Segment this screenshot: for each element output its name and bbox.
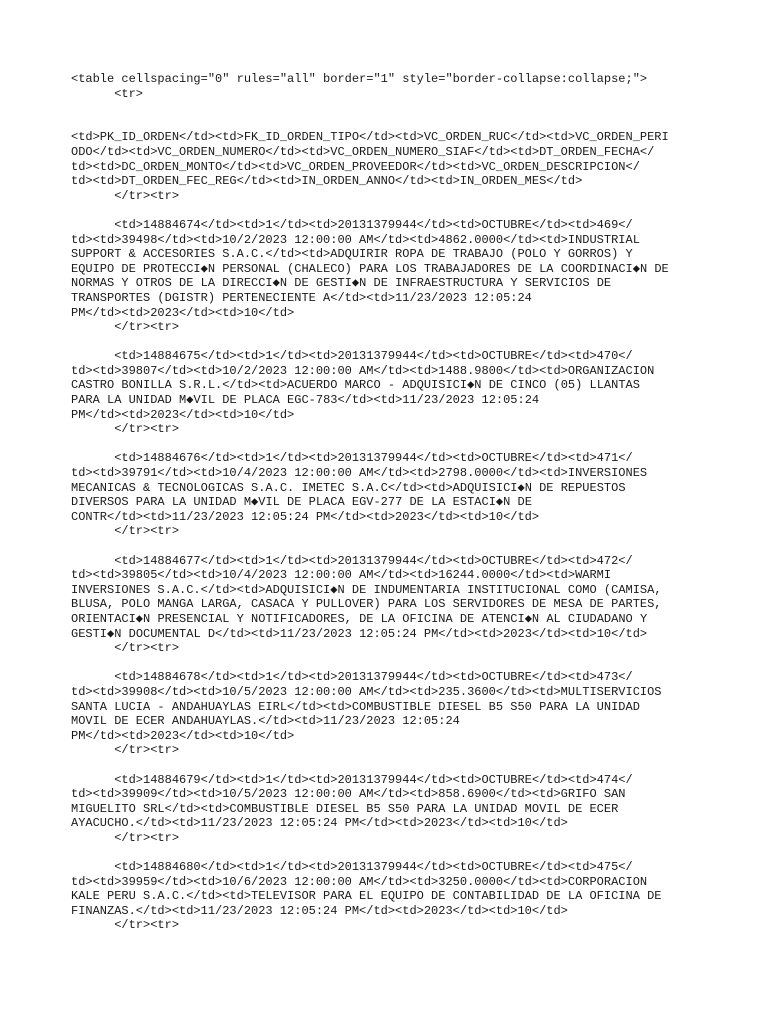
- record-line: <td>14884675</td><td>1</td><td>20131379944</td><td>OCTUBRE</td><td>470</: [71, 349, 633, 364]
- row-end-line: </tr><tr>: [71, 188, 180, 203]
- record-line: td><td>39959</td><td>10/6/2023 12:00:00 AM</td><td>3250.0000</td><td>CORPORACION: [71, 874, 648, 889]
- record-line: <td>14884678</td><td>1</td><td>20131379944</td><td>OCTUBRE</td><td>473</: [71, 670, 633, 685]
- record-line: <td>14884676</td><td>1</td><td>20131379944</td><td>OCTUBRE</td><td>471</: [71, 451, 633, 466]
- record-line: ORIENTACI◆N PRESENCIAL Y NOTIFICADORES, DE LA OFICINA DE ATENCI◆N AL CIUDADANO Y: [71, 611, 648, 626]
- record-block: [71, 670, 701, 758]
- record-block: [71, 554, 701, 656]
- row-end-line: </tr><tr>: [71, 830, 180, 845]
- record-line: TRANSPORTES (DGISTR) PERTENECIENTE A</td><td>11/23/2023 12:05:24: [71, 290, 532, 305]
- row-end-line: </tr><tr>: [71, 743, 180, 758]
- record-line: td><td>39805</td><td>10/4/2023 12:00:00 AM</td><td>16244.0000</td><td>WARMI: [71, 568, 612, 583]
- record-line: <td>14884679</td><td>1</td><td>20131379944</td><td>OCTUBRE</td><td>474</: [71, 772, 633, 787]
- record-line: PARA LA UNIDAD M◆VIL DE PLACA EGC-783</td><td>11/23/2023 12:05:24: [71, 393, 540, 408]
- record-block: [71, 773, 701, 846]
- row-end-line: </tr><tr>: [71, 422, 180, 437]
- record-line: MIGUELITO SRL</td><td>COMBUSTIBLE DIESEL B5 S50 PARA LA UNIDAD MOVIL DE ECER: [71, 801, 619, 816]
- record-line: PM</td><td>2023</td><td>10</td>: [71, 305, 295, 320]
- record-line: td><td>39791</td><td>10/4/2023 12:00:00 AM</td><td>2798.0000</td><td>INVERSIONES: [71, 466, 648, 481]
- row-end-line: </tr><tr>: [71, 918, 180, 933]
- record-line: td><td>39498</td><td>10/2/2023 12:00:00 AM</td><td>4862.0000</td><td>INDUSTRIAL: [71, 232, 640, 247]
- record-line: SANTA LUCIA - ANDAHUAYLAS EIRL</td><td>COMBUSTIBLE DIESEL B5 S50 PARA LA UNIDAD: [71, 699, 640, 714]
- record-line: AYACUCHO.</td><td>11/23/2023 12:05:24 PM</td><td>2023</td><td>10</td>: [71, 816, 568, 831]
- record-line: MECANICAS & TECNOLOGICAS S.A.C. IMETEC S.A.C</td><td>ADQUISICI◆N DE REPUESTOS: [71, 480, 626, 495]
- table-open-line: <table cellspacing="0" rules="all" border="1" style="border-collapse:collapse;">: [71, 72, 648, 86]
- record-line: <td>14884674</td><td>1</td><td>20131379944</td><td>OCTUBRE</td><td>469</: [71, 217, 633, 232]
- record-line: NORMAS Y OTROS DE LA DIRECCI◆N DE GESTI◆N DE INFRAESTRUCTURA Y SERVICIOS DE: [71, 276, 612, 291]
- header-line: td><td>DT_ORDEN_FEC_REG</td><td>IN_ORDEN_ANNO</td><td>IN_ORDEN_MES</td>: [71, 174, 583, 189]
- row-end-line: </tr><tr>: [71, 641, 180, 656]
- record-line: FINANZAS.</td><td>11/23/2023 12:05:24 PM</td><td>2023</td><td>10</td>: [71, 903, 568, 918]
- record-line: td><td>39807</td><td>10/2/2023 12:00:00 AM</td><td>1488.9800</td><td>ORGANIZACION: [71, 363, 655, 378]
- tr-open-line: <tr>: [71, 86, 144, 101]
- record-block: [71, 860, 701, 933]
- record-line: CASTRO BONILLA S.R.L.</td><td>ACUERDO MARCO - ADQUISICI◆N DE CINCO (05) LLANTAS: [71, 378, 640, 393]
- record-line: MOVIL DE ECER ANDAHUAYLAS.</td><td>11/23/2023 12:05:24: [71, 714, 460, 729]
- record-line: <td>14884680</td><td>1</td><td>20131379944</td><td>OCTUBRE</td><td>475</: [71, 860, 633, 875]
- record-block: [71, 218, 701, 335]
- record-line: BLUSA, POLO MANGA LARGA, CASACA Y PULLOVER) PARA LOS SERVIDORES DE MESA DE PARTES,: [71, 597, 662, 612]
- header-block: [71, 130, 701, 203]
- blank-space: [71, 101, 701, 130]
- record-block: [71, 349, 701, 437]
- record-line: td><td>39908</td><td>10/5/2023 12:00:00 AM</td><td>235.3600</td><td>MULTISERVICIOS: [71, 684, 662, 699]
- record-line: PM</td><td>2023</td><td>10</td>: [71, 407, 295, 422]
- record-block: [71, 451, 701, 539]
- row-end-line: </tr><tr>: [71, 320, 180, 335]
- header-line: td><td>DC_ORDEN_MONTO</td><td>VC_ORDEN_PROVEEDOR</td><td>VC_ORDEN_DESCRIPCION</: [71, 159, 640, 174]
- record-line: <td>14884677</td><td>1</td><td>20131379944</td><td>OCTUBRE</td><td>472</: [71, 553, 633, 568]
- header-line: <td>PK_ID_ORDEN</td><td>FK_ID_ORDEN_TIPO</td><td>VC_ORDEN_RUC</td><td>VC_ORDEN_PERI: [71, 130, 669, 145]
- html-source-document: [71, 72, 701, 933]
- record-line: CONTR</td><td>11/23/2023 12:05:24 PM</td><td>2023</td><td>10</td>: [71, 509, 540, 524]
- record-line: PM</td><td>2023</td><td>10</td>: [71, 728, 295, 743]
- row-end-line: </tr><tr>: [71, 524, 180, 539]
- record-line: td><td>39909</td><td>10/5/2023 12:00:00 AM</td><td>858.6900</td><td>GRIFO SAN: [71, 787, 626, 802]
- record-line: EQUIPO DE PROTECCI◆N PERSONAL (CHALECO) PARA LOS TRABAJADORES DE LA COORDINACI◆N DE: [71, 261, 669, 276]
- record-line: DIVERSOS PARA LA UNIDAD M◆VIL DE PLACA EGV-277 DE LA ESTACI◆N DE: [71, 495, 532, 510]
- header-line: ODO</td><td>VC_ORDEN_NUMERO</td><td>VC_ORDEN_NUMERO_SIAF</td><td>DT_ORDEN_FECHA</: [71, 144, 655, 159]
- record-line: INVERSIONES S.A.C.</td><td>ADQUISICI◆N DE INDUMENTARIA INSTITUCIONAL COMO (CAMISA,: [71, 582, 662, 597]
- record-line: SUPPORT & ACCESORIES S.A.C.</td><td>ADQUIRIR ROPA DE TRABAJO (POLO Y GORROS) Y: [71, 247, 633, 262]
- record-line: GESTI◆N DOCUMENTAL D</td><td>11/23/2023 12:05:24 PM</td><td>2023</td><td>10</td>: [71, 626, 648, 641]
- record-line: KALE PERU S.A.C.</td><td>TELEVISOR PARA EL EQUIPO DE CONTABILIDAD DE LA OFICINA DE: [71, 889, 662, 904]
